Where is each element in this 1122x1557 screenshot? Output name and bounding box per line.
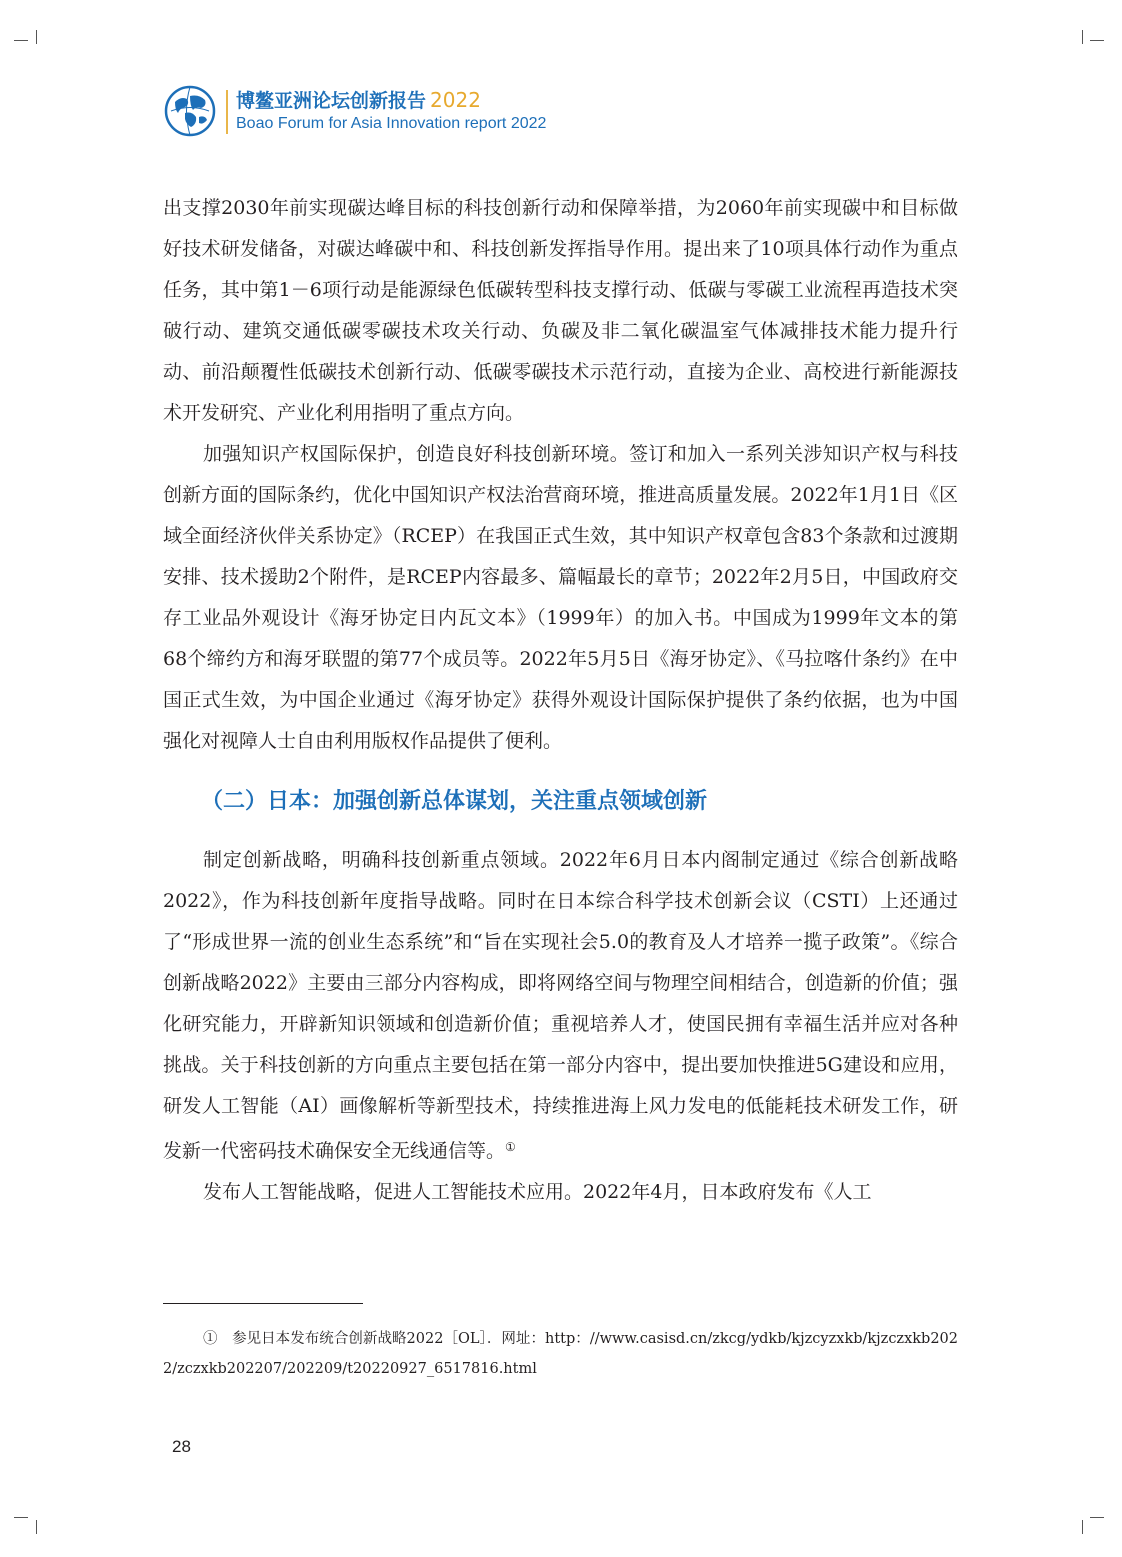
crop-mark: [1090, 40, 1104, 41]
body-text: [163, 188, 958, 1213]
crop-mark: [36, 30, 37, 44]
crop-mark: [14, 1517, 28, 1518]
footnote-reference[interactable]: ①: [505, 1140, 516, 1154]
crop-mark: [1082, 1520, 1083, 1534]
report-title-cn: 博鳌亚洲论坛创新报告: [236, 90, 427, 112]
footnote: ① 参见日本发布统合创新战略2022［OL］．网址：http：//www.casisd.cn/zkcg/ydkb/kjzcyzxkb/kjzczxkb2022/zczxkb202207/202209/t20220927_6517816.html: [163, 1331, 958, 1377]
header-divider: [226, 90, 228, 134]
page-number: 28: [172, 1437, 191, 1456]
paragraph-text: 制定创新战略，明确科技创新重点领域。2022年6月日本内阁制定通过《综合创新战略2022》，作为科技创新年度指导战略。同时在日本综合科学技术创新会议（CSTI）上还通过了“形成世界一流的创业生态系统”和“旨在实现社会5.0的教育及人才培养一揽子政策”。《综合创新战略2022》主要由三部分内容构成，即将网络空间与物理空间相结合，创造新的价值；强化研究能力，开辟新知识领域和创造新价值；重视培养人才，使国民拥有幸福生活并应对各种挑战。关于科技创新的方向重点主要包括在第一部分内容中，提出要加快推进5G建设和应用，研发人工智能（AI）画像解析等新型技术，持续推进海上风力发电的低能耗技术研发工作，研发新一代密码技术确保安全无线通信等。: [163, 849, 958, 1162]
section-heading: （二）日本：加强创新总体谋划，关注重点领域创新: [201, 789, 708, 814]
crop-mark: [14, 40, 28, 41]
paragraph: 发布人工智能战略，促进人工智能技术应用。2022年4月，日本政府发布《人工: [203, 1181, 872, 1203]
report-subtitle: Boao Forum for Asia Innovation report 2022: [236, 115, 547, 132]
footnote-divider: [163, 1303, 363, 1304]
report-title: [236, 86, 481, 113]
globe-logo-icon: [163, 84, 217, 138]
paragraph: 加强知识产权国际保护，创造良好科技创新环境。签订和加入一系列关涉知识产权与科技创新方面的国际条约，优化中国知识产权法治营商环境，推进高质量发展。2022年1月1日《区域全面经济伙伴关系协定》（RCEP）在我国正式生效，其中知识产权章包含83个条款和过渡期安排、技术援助2个附件，是RCEP内容最多、篇幅最长的章节；2022年2月5日，中国政府交存工业品外观设计《海牙协定日内瓦文本》（1999年）的加入书。中国成为1999年文本的第68个缔约方和海牙联盟的第77个成员等。2022年5月5日《海牙协定》、《马拉喀什条约》在中国正式生效，为中国企业通过《海牙协定》获得外观设计国际保护提供了条约依据，也为中国强化对视障人士自由利用版权作品提供了便利。: [163, 443, 958, 752]
paragraph: [163, 840, 958, 1172]
crop-mark: [1090, 1517, 1104, 1518]
crop-mark: [36, 1520, 37, 1534]
report-title-year: 2022: [430, 88, 481, 112]
paragraph: 出支撑2030年前实现碳达峰目标的科技创新行动和保障举措，为2060年前实现碳中和目标做好技术研发储备，对碳达峰碳中和、科技创新发挥指导作用。提出来了10项具体行动作为重点任务，其中第1－6项行动是能源绿色低碳转型科技支撑行动、低碳与零碳工业流程再造技术突破行动、建筑交通低碳零碳技术攻关行动、负碳及非二氧化碳温室气体减排技术能力提升行动、前沿颠覆性低碳技术创新行动、低碳零碳技术示范行动，直接为企业、高校进行新能源技术开发研究、产业化利用指明了重点方向。: [163, 197, 958, 424]
crop-mark: [1082, 30, 1083, 44]
